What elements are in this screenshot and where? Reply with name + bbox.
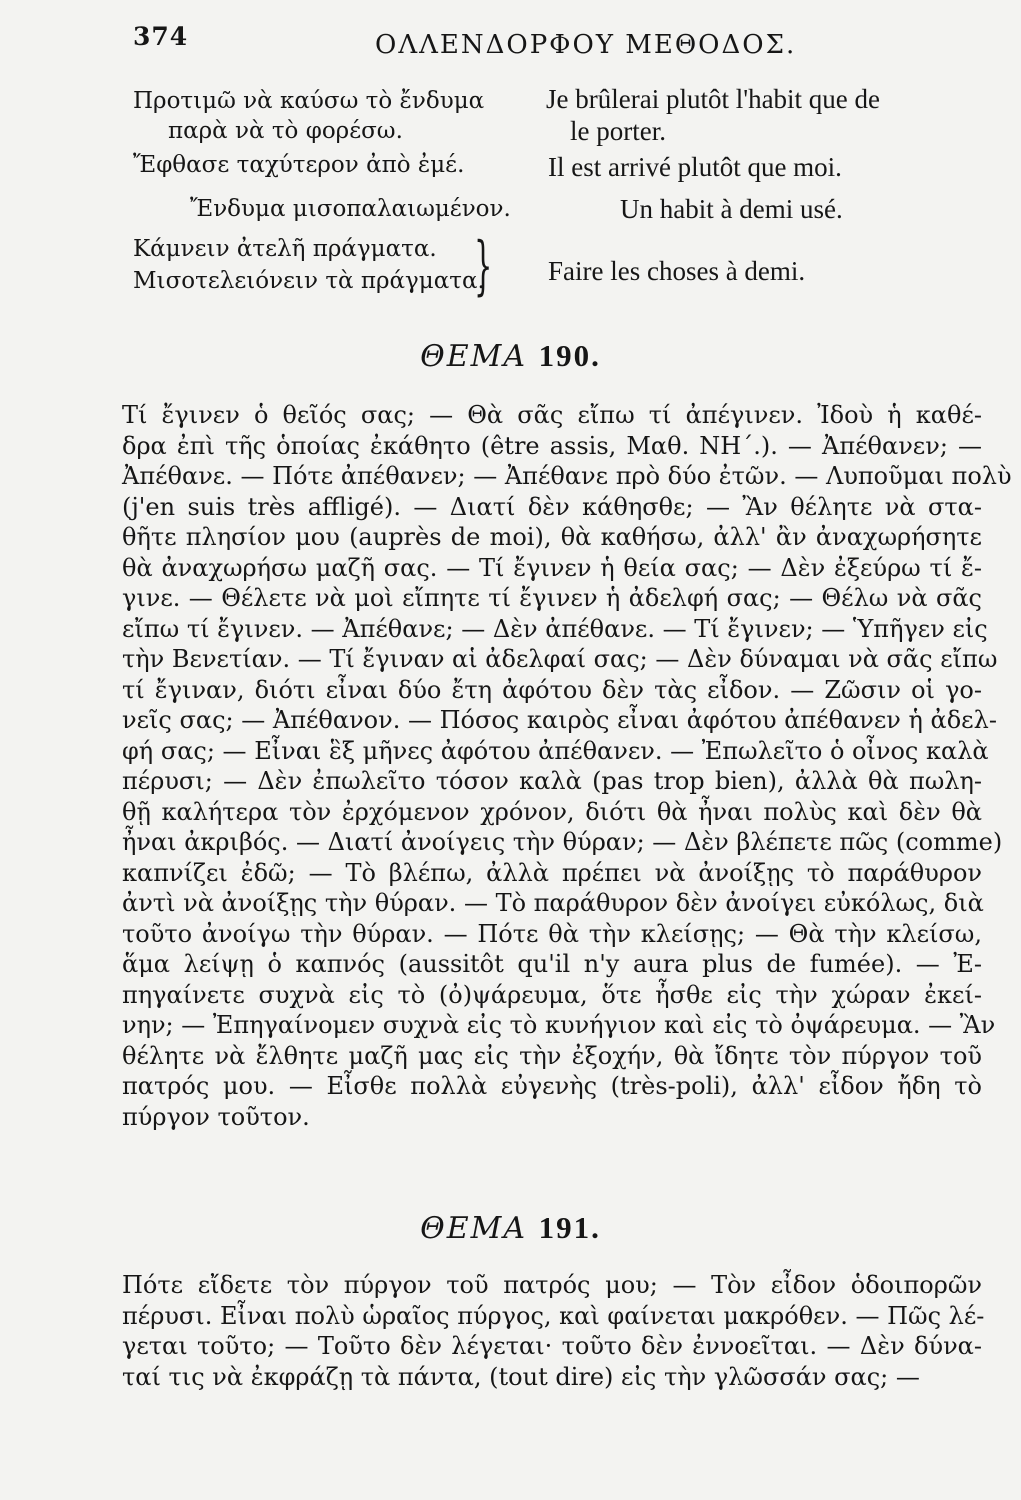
- text-line: νεῖς σας; — Ἀπέθανον. — Πόσος καιρὸς εἶναι ἀφότου ἀπέθανεν ἡ ἀδελ-: [122, 706, 997, 734]
- text-line: φή σας; — Εἶναι ἓξ μῆνες ἀφότου ἀπέθανεν. — Ἐπωλεῖτο ὁ οἶνος καλὰ: [122, 736, 989, 765]
- text-line: ταί τις νὰ ἐκφράζῃ τὰ πάντα, (tout dire) εἰς τὴν γλῶσσάν σας; —: [122, 1362, 920, 1391]
- theme-190-text: [122, 400, 1012, 1132]
- theme-190-heading: [0, 338, 1021, 374]
- page-header: [0, 14, 1021, 74]
- brace-symbol: }: [474, 229, 493, 303]
- vocab-french-2: le porter.: [570, 116, 666, 146]
- text-line: θῆτε πλησίον μου (auprès de moi), θὰ καθήσω, ἀλλ' ἂν ἀναχωρήσητε: [122, 523, 982, 551]
- text-line: νην; — Ἐπηγαίνομεν συχνὰ εἰς τὸ κυνήγιον καὶ εἰς τὸ ὀψάρευμα. — Ἂν: [122, 1011, 996, 1039]
- text-line: δρα ἐπὶ τῆς ὁποίας ἐκάθητο (être assis, Μαθ. ΝΗ΄.). — Ἀπέθανεν; —: [122, 431, 982, 460]
- text-line: γεται τοῦτο; — Τοῦτο δὲν λέγεται· τοῦτο δὲν ἐννοεῖται. — Δὲν δύνα-: [122, 1332, 982, 1360]
- running-head: ΟΛΛΕΝΔΟΡΦΟΥ ΜΕΘΟΔΟΣ.: [375, 30, 797, 60]
- text-line: τί ἔγιναν, διότι εἶναι δύο ἔτη ἀφότου δὲν τὰς εἶδον. — Ζῶσιν οἱ γο-: [122, 675, 982, 704]
- text-line: εἴπω τί ἔγινεν. — Ἀπέθανε; — Δὲν ἀπέθανε. — Τί ἔγινεν; — Ὑπῆγεν εἰς: [122, 614, 988, 643]
- vocab-french-1: Je brûlerai plutôt l'habit que de: [546, 84, 881, 114]
- text-line: πατρός μου. — Εἶσθε πολλὰ εὐγενὴς (très-poli), ἀλλ' εἶδον ἤδη τὸ: [122, 1072, 982, 1100]
- theme-191-label: ΘΕΜΑ: [420, 1211, 528, 1246]
- text-line: Τί ἔγινεν ὁ θεῖός σας; — Θὰ σᾶς εἴπω τί ἀπέγινεν. Ἰδοὺ ἡ καθέ-: [122, 401, 982, 429]
- text-line: Πότε εἴδετε τὸν πύργον τοῦ πατρός μου; — Τὸν εἶδον ὁδοιπορῶν: [122, 1271, 982, 1299]
- vocab-greek-1: Προτιμῶ νὰ καύσω τὸ ἔνδυμα: [133, 88, 485, 114]
- theme-191-text: [122, 1270, 985, 1392]
- theme-190-number: 190.: [538, 338, 601, 373]
- text-line: ἅμα λείψῃ ὁ καπνός (aussitôt qu'il n'y aura plus de fumée). — Ἐ-: [122, 950, 982, 978]
- vocab-greek-2: παρὰ νὰ τὸ φορέσω.: [168, 118, 403, 144]
- page-number: 374: [133, 22, 189, 51]
- vocabulary-block: [0, 86, 1021, 316]
- vocab-french-3: Il est arrivé plutôt que moi.: [548, 152, 842, 182]
- text-line: πύργον τοῦτον.: [122, 1102, 310, 1131]
- vocab-french-4: Un habit à demi usé.: [620, 194, 843, 224]
- vocab-greek-4: Ἔνδυμα μισοπαλαιωμένον.: [190, 196, 511, 222]
- text-line: πέρυσι. Εἶναι πολὺ ὡραῖος πύργος, καὶ φαίνεται μακρόθεν. — Πῶς λέ-: [122, 1301, 985, 1330]
- text-line: τοῦτο ἀνοίγω τὴν θύραν. — Πότε θὰ τὴν κλείσῃς; — Θὰ τὴν κλείσω,: [122, 919, 982, 948]
- text-line: καπνίζει ἐδῶ; — Τὸ βλέπω, ἀλλὰ πρέπει νὰ ἀνοίξῃς τὸ παράθυρον: [122, 858, 982, 887]
- text-line: θῇ καλήτερα τὸν ἐρχόμενον χρόνον, διότι θὰ ἦναι πολὺς καὶ δὲν θὰ: [122, 797, 982, 826]
- theme-191-number: 191.: [538, 1210, 601, 1245]
- text-line: πέρυσι; — Δὲν ἐπωλεῖτο τόσον καλὰ (pas trop bien), ἀλλὰ θὰ πωλη-: [122, 767, 982, 795]
- text-line: ἦναι ἀκριβός. — Διατί ἀνοίγεις τὴν θύραν; — Δὲν βλέπετε πῶς (comme): [122, 828, 1003, 856]
- text-line: ἀντὶ νὰ ἀνοίξῃς τὴν θύραν. — Τὸ παράθυρον δὲν ἀνοίγει εὐκόλως, διὰ: [122, 889, 984, 917]
- vocab-greek-5: Κάμνειν ἀτελῆ πράγματα.: [133, 236, 437, 262]
- text-line: γινε. — Θέλετε νὰ μοὶ εἴπητε τί ἔγινεν ἡ ἀδελφή σας; — Θέλω νὰ σᾶς: [122, 584, 982, 612]
- vocab-french-6: Faire les choses à demi.: [548, 256, 806, 286]
- vocab-greek-3: Ἔφθασε ταχύτερον ἀπὸ ἐμέ.: [133, 152, 465, 178]
- text-line: Ἀπέθανε. — Πότε ἀπέθανεν; — Ἀπέθανε πρὸ δύο ἐτῶν. — Λυποῦμαι πολὺ: [122, 462, 1012, 490]
- vocab-greek-6: Μισοτελειόνειν τὰ πράγματα.: [133, 268, 485, 294]
- theme-191-heading: [0, 1210, 1021, 1246]
- theme-190-label: ΘΕΜΑ: [420, 339, 528, 374]
- text-line: (j'en suis très affligé). — Διατί δὲν κάθησθε; — Ἂν θέλητε νὰ στα-: [122, 492, 982, 521]
- text-line: τὴν Βενετίαν. — Τί ἔγιναν αἱ ἀδελφαί σας; — Δὲν δύναμαι νὰ σᾶς εἴπω: [122, 645, 998, 673]
- text-line: πηγαίνετε συχνὰ εἰς τὸ (ὀ)ψάρευμα, ὅτε ἦσθε εἰς τὴν χώραν ἐκεί-: [122, 980, 982, 1009]
- text-line: θὰ ἀναχωρήσω μαζῆ σας. — Τί ἔγινεν ἡ θεία σας; — Δὲν ἐξεύρω τί ἔ-: [122, 553, 982, 582]
- text-line: θέλητε νὰ ἔλθητε μαζῆ μας εἰς τὴν ἐξοχήν, θὰ ἴδητε τὸν πύργον τοῦ: [122, 1041, 982, 1070]
